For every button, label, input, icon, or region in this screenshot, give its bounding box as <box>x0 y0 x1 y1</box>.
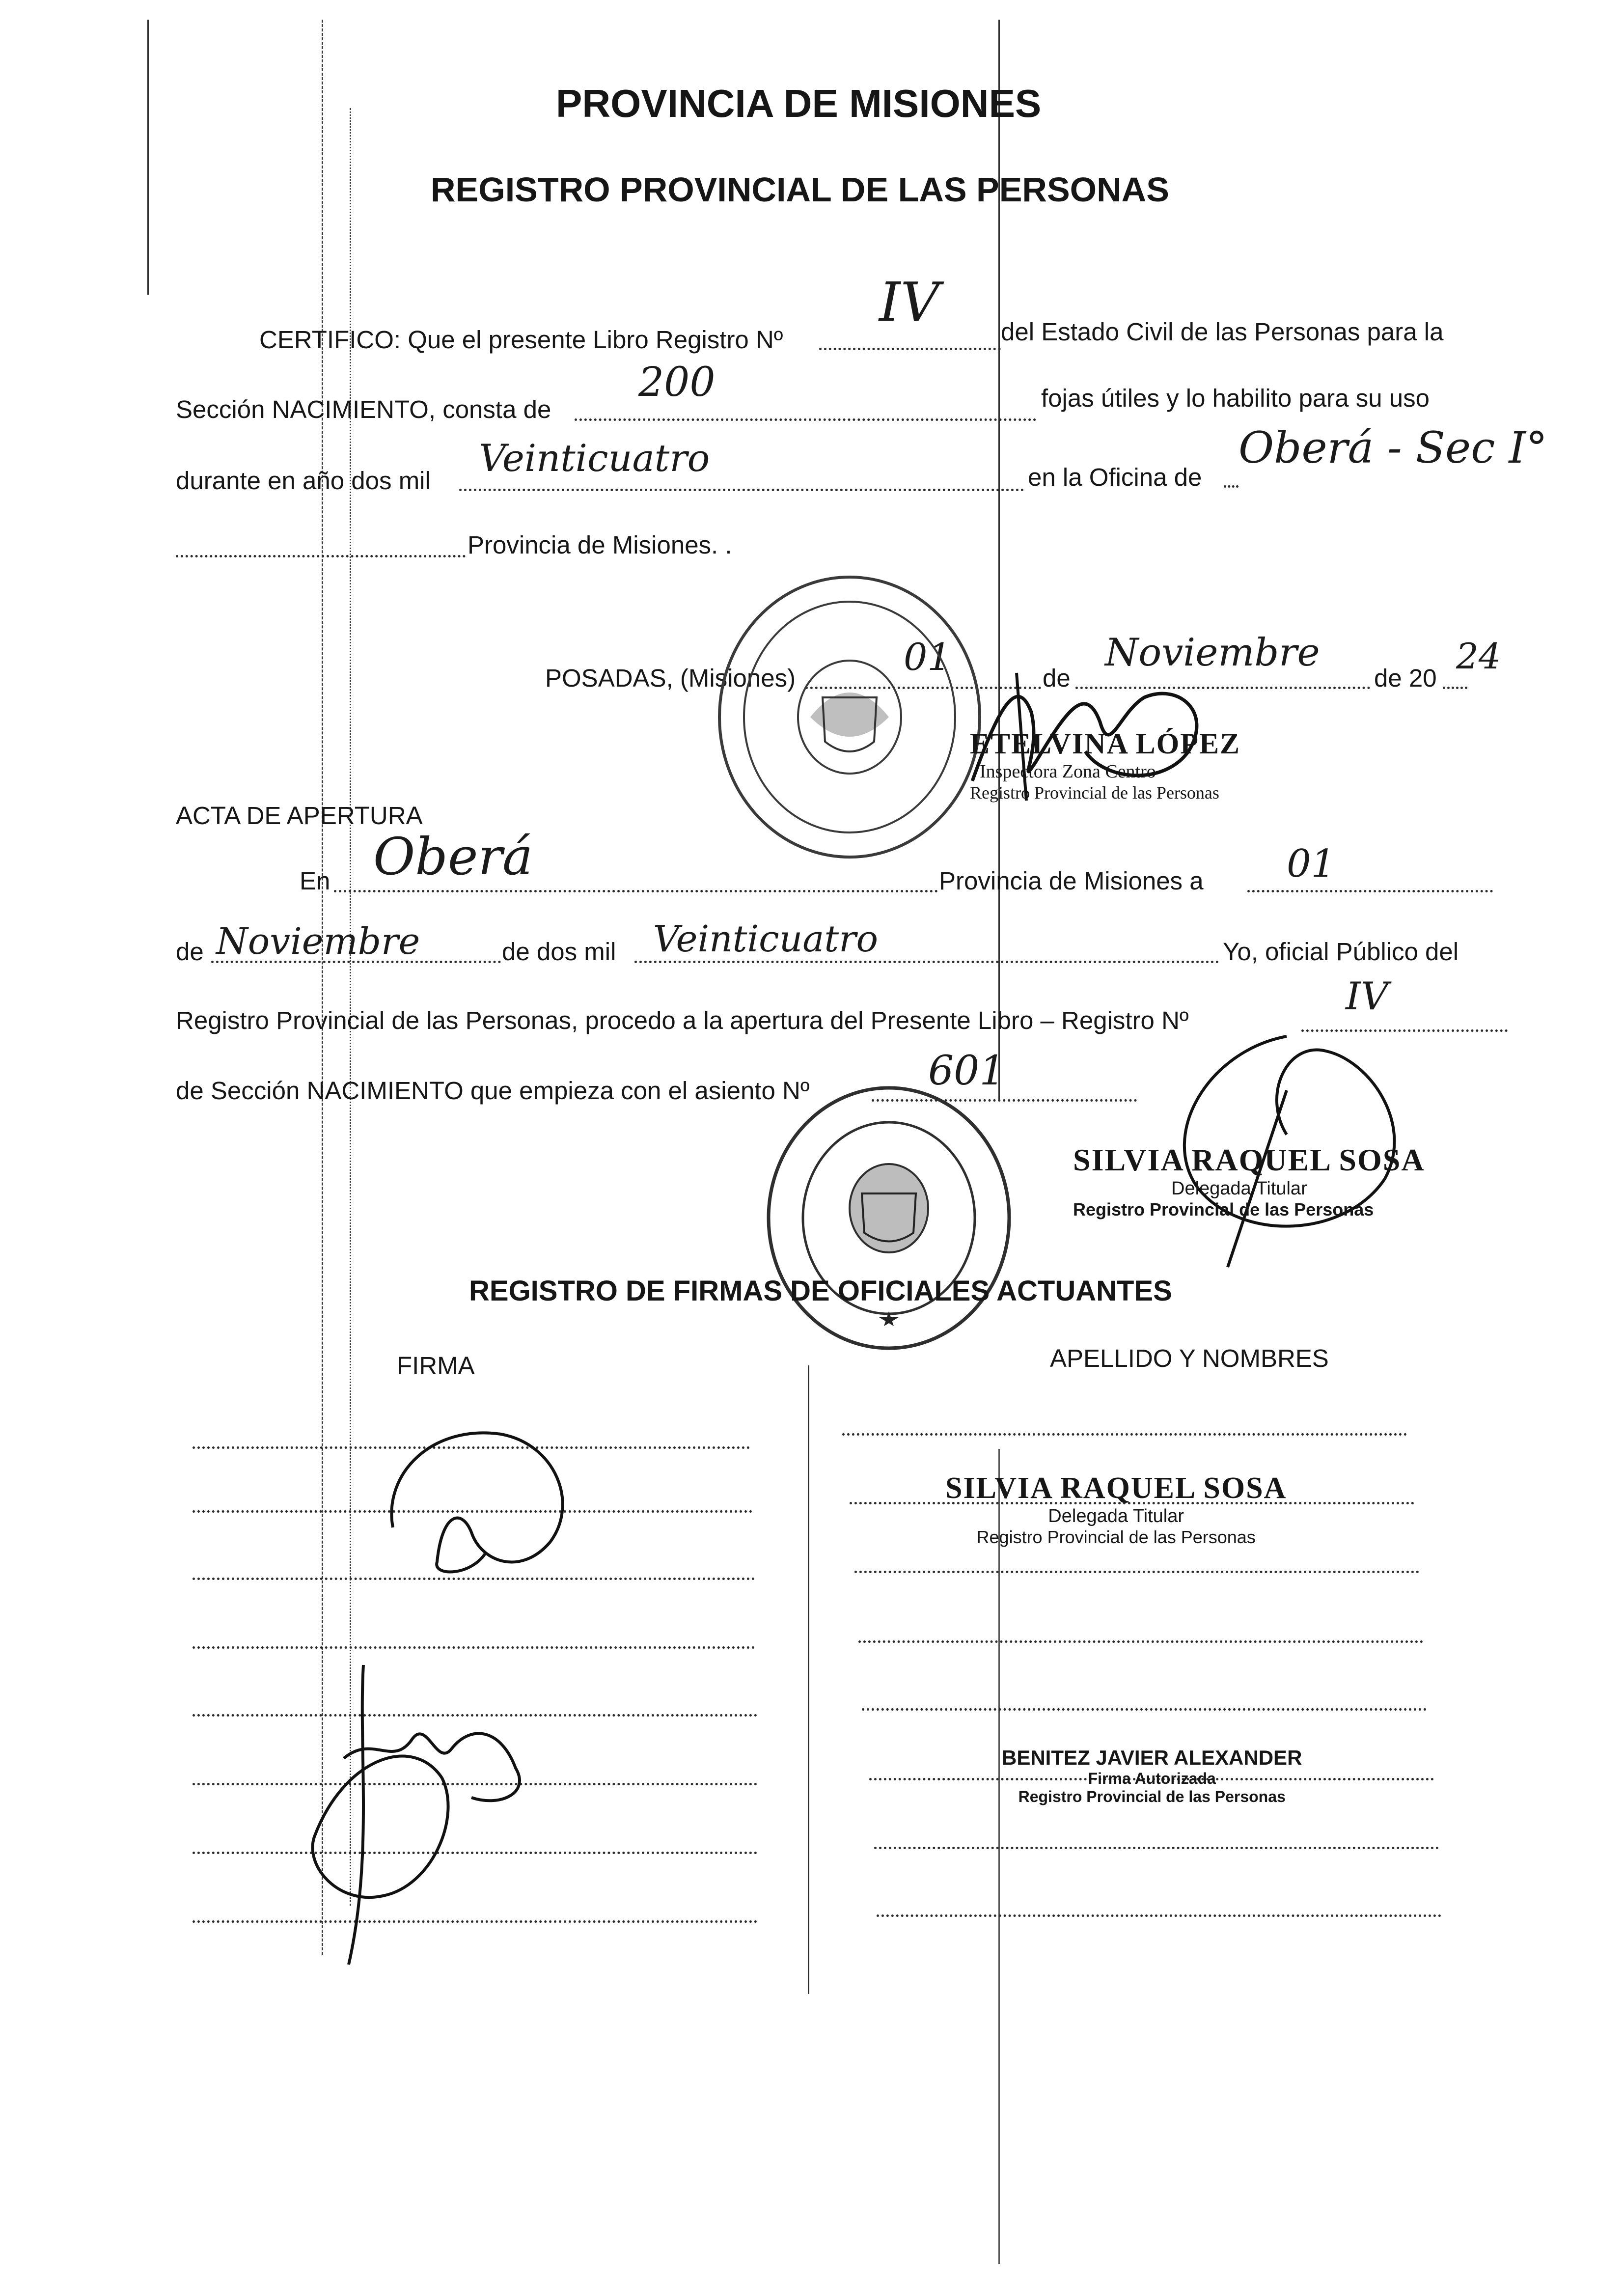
column-divider <box>808 1365 809 1994</box>
cert-mes: Noviembre <box>1105 631 1320 675</box>
stamp-delegada-org: Registro Provincial de las Personas <box>1073 1199 1374 1220</box>
acta-mes: Noviembre <box>216 920 420 963</box>
stamp-delegada <box>1073 1142 1425 1220</box>
acta-line-2-dots-2 <box>634 961 1219 963</box>
firma-row-4 <box>193 1646 755 1649</box>
cert-line-3b: en la Oficina de <box>1028 463 1202 491</box>
cert-fojas: 200 <box>638 359 716 406</box>
stamp-inspectora-org: Registro Provincial de las Personas <box>970 783 1219 803</box>
firmas-col-apellido: APELLIDO Y NOMBRES <box>1050 1344 1329 1372</box>
acta-libro-numero: IV <box>1346 974 1389 1019</box>
signature-firma-sosa <box>373 1414 579 1621</box>
document-title: PROVINCIA DE MISIONES <box>556 82 1042 125</box>
cert-place-date-a: POSADAS, (Misiones) <box>545 664 796 692</box>
firmas-heading: REGISTRO DE FIRMAS DE OFICIALES ACTUANTES <box>469 1275 1172 1307</box>
acta-line-2c: Yo, oficial Público del <box>1223 938 1459 966</box>
acta-line-1b: Provincia de Misiones a <box>939 867 1204 895</box>
cert-line-2a: Sección NACIMIENTO, consta de <box>176 395 551 423</box>
stamp-delegada-role: Delegada Titular <box>1171 1178 1307 1199</box>
firma-entry-sosa <box>945 1471 1287 1548</box>
firma-entry-sosa-role: Delegada Titular <box>1048 1506 1184 1526</box>
nombre-row-8 <box>877 1914 1441 1917</box>
firma-entry-benitez-role: Firma Autorizada <box>1088 1770 1216 1787</box>
firma-entry-benitez <box>1002 1746 1302 1806</box>
acta-dia: 01 <box>1287 842 1336 886</box>
cert-line-3-dots <box>459 489 1024 491</box>
firma-entry-benitez-name: BENITEZ JAVIER ALEXANDER <box>1002 1746 1302 1769</box>
stamp-inspectora-role: Inspectora Zona Centro <box>980 761 1156 782</box>
cert-line-1b: del Estado Civil de las Personas para la <box>1001 318 1444 346</box>
firmas-col-firma: FIRMA <box>397 1352 475 1380</box>
firma-entry-benitez-org: Registro Provincial de las Personas <box>1018 1788 1286 1805</box>
cert-date-dots-3 <box>1443 687 1467 689</box>
seal-delegacion-obera <box>761 1081 1017 1356</box>
acta-line-2a: de <box>176 938 204 966</box>
acta-line-4: de Sección NACIMIENTO que empieza con el asiento Nº <box>176 1077 810 1105</box>
acta-line-1-dots <box>334 890 938 892</box>
cert-line-2-dots <box>575 418 1036 421</box>
nombre-row-7 <box>874 1847 1439 1849</box>
stamp-inspectora <box>970 727 1240 803</box>
acta-line-1b-dots <box>1247 890 1493 892</box>
stamp-delegada-name: SILVIA RAQUEL SOSA <box>1073 1142 1425 1177</box>
firma-entry-sosa-org: Registro Provincial de las Personas <box>976 1527 1256 1547</box>
acta-heading: ACTA DE APERTURA <box>176 802 423 830</box>
nombre-row-5 <box>862 1708 1427 1711</box>
acta-line-2b: de dos mil <box>502 938 616 966</box>
nombre-row-4 <box>858 1640 1423 1643</box>
cert-libro-numero: IV <box>879 271 939 333</box>
cert-line-1a: CERTIFICO: Que el presente Libro Registro Nº <box>259 326 783 354</box>
cert-line-1-dots <box>819 348 1001 350</box>
cert-place-date-b: de <box>1043 664 1071 692</box>
nombre-row-1 <box>842 1433 1407 1436</box>
cert-dia: 01 <box>904 635 951 679</box>
cert-line-3a: durante en año dos mil <box>176 467 431 495</box>
document-subtitle: REGISTRO PROVINCIAL DE LAS PERSONAS <box>431 170 1169 209</box>
cert-oficina: Oberá - Sec I° <box>1239 422 1548 473</box>
cert-line-3b-dots <box>1224 485 1239 488</box>
acta-lugar: Oberá <box>373 827 533 887</box>
acta-asiento: 601 <box>928 1048 1005 1094</box>
firma-entry-sosa-name: SILVIA RAQUEL SOSA <box>945 1471 1287 1505</box>
acta-anio: Veinticuatro <box>653 918 879 960</box>
cert-place-date-c: de 20 <box>1374 664 1437 692</box>
cert-anio-corto: 24 <box>1456 636 1501 677</box>
nombre-row-3 <box>854 1571 1419 1573</box>
signature-firma-benitez <box>285 1660 560 1974</box>
acta-line-3: Registro Provincial de las Personas, procedo a la apertura del Presente Libro – Registro Nº <box>176 1006 1189 1034</box>
cert-line-4: Provincia de Misiones. . <box>468 531 732 559</box>
seal-direccion-registro <box>712 570 987 864</box>
cert-line-2b: fojas útiles y lo habilito para su uso <box>1041 384 1430 412</box>
acta-line-1a: En <box>300 867 330 895</box>
cert-anio: Veinticuatro <box>479 436 710 480</box>
cert-line-4-dots <box>176 555 466 557</box>
stamp-inspectora-name: ETELVINA LÓPEZ <box>970 727 1240 760</box>
scan-line-left <box>147 20 149 295</box>
